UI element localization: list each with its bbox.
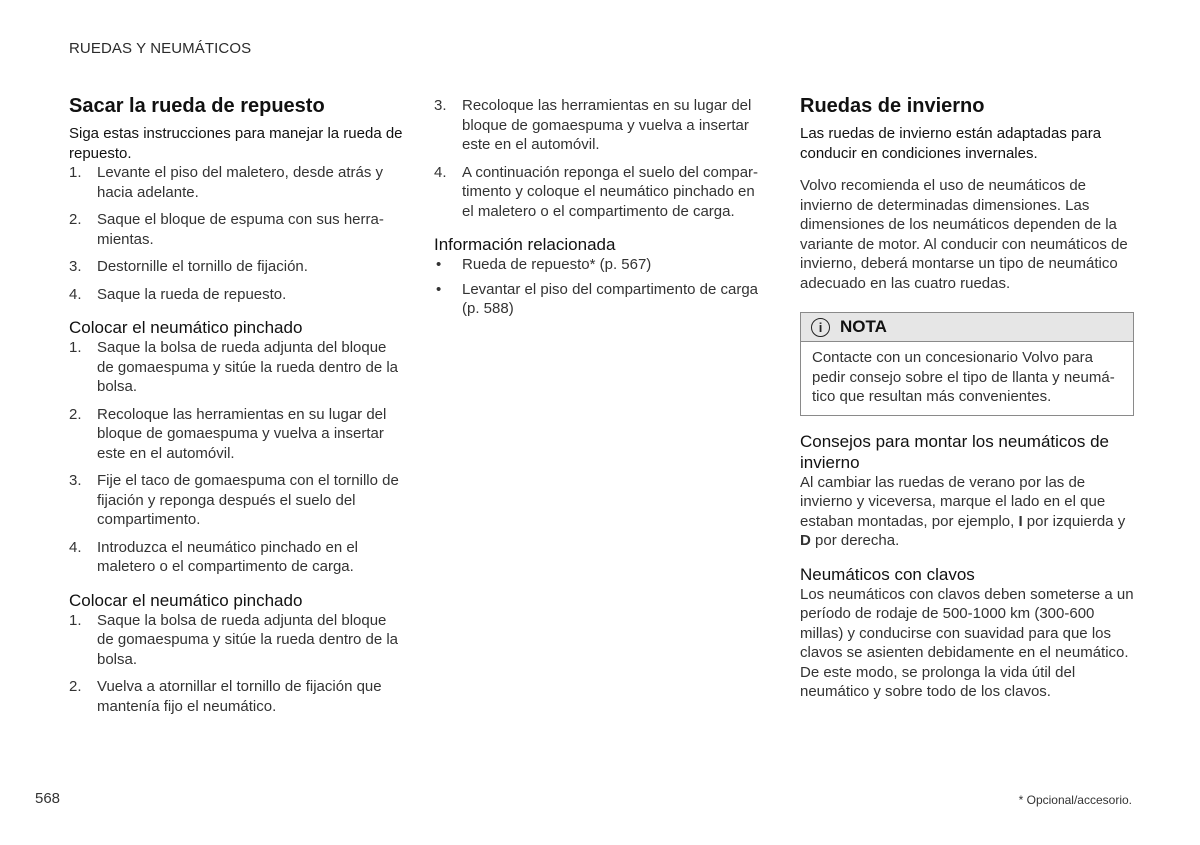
note-text: Contacte con un concesionario Volvo para pedir consejo sobre el tipo de llanta y neumático que resultan más convenientes. <box>812 349 1115 405</box>
section-title-spare-wheel: Sacar la rueda de repuesto <box>69 95 325 117</box>
list-item: 3. Destornille el tornillo de fijación. <box>69 258 308 275</box>
list-item: 1. Saque la bolsa de rueda adjunta del bloque de gomaespuma y sitúe la rueda dentro de la bolsa. <box>69 611 399 668</box>
section-title-winter-wheels: Ruedas de invierno <box>800 95 985 117</box>
tips-paragraph: Al cambiar las ruedas de verano por las de invierno y viceversa, marque el lado en el que estaban montadas, por ejemplo, I por izquierda y D por derecha. <box>800 473 1126 549</box>
section-intro: Siga estas instrucciones para manejar la rueda de repuesto. <box>69 125 403 162</box>
note-title: NOTA <box>840 317 887 336</box>
section-intro: Las ruedas de invierno están adaptadas para conducir en condiciones invernales. <box>800 125 1102 162</box>
info-icon: i <box>811 318 830 337</box>
list-item: 1. Levante el piso del maletero, desde atrás y hacia adelante. <box>69 164 384 201</box>
list-item: 1. Saque la bolsa de rueda adjunta del bloque de gomaespuma y sitúe la rueda dentro de la bolsa. <box>69 339 399 395</box>
steps-list-place-flat <box>69 338 405 577</box>
subsection-title-place-flat: Colocar el neumático pinchado <box>69 318 303 337</box>
subsection-title-place-flat-2: Colocar el neumático pinchado <box>69 590 303 610</box>
running-header: RUEDAS Y NEUMÁTICOS <box>69 40 252 57</box>
related-link[interactable]: • Levantar el piso del compartimento de carga (p. 588) <box>436 280 759 317</box>
list-item: 2. Recoloque las herramientas en su lugar del bloque de gomaespuma y vuelva a insertar este en el automóvil. <box>69 405 387 462</box>
footnote: * Opcional/accesorio. <box>1018 793 1132 807</box>
list-item: 2. Vuelva a atornillar el tornillo de fijación que mantenía fijo el neumático. <box>69 678 382 715</box>
related-link[interactable]: • Rueda de repuesto* (p. 567) <box>436 256 652 273</box>
steps-list-remove-spare <box>69 163 405 304</box>
page-number: 568 <box>35 790 61 807</box>
steps-list-place-flat-2 <box>69 611 405 717</box>
subsection-title-winter-tips: Consejos para montar los neumáticos de invierno <box>800 431 1109 472</box>
column-right <box>800 94 1134 702</box>
studs-paragraph: Los neumáticos con clavos deben someterse a un período de rodaje de 500-1000 km (300-600 millas) y conducirse con suavidad para que los clavos se asienten debidamente en el neumático. De este modo, se prolonga la vida útil del neumático y sobre todo de los clavos. <box>800 585 1134 700</box>
list-item: 2. Saque el bloque de espuma con sus herramientas. <box>69 211 384 248</box>
list-item: 4. Introduzca el neumático pinchado en el maletero o el compartimento de carga. <box>69 538 359 575</box>
list-item: 3. Recoloque las herramientas en su lugar del bloque de gomaespuma y vuelva a insertar este en el automóvil. <box>434 97 752 153</box>
note-header <box>801 313 1133 342</box>
steps-list-continued <box>434 96 770 221</box>
left-marker: I <box>1018 512 1023 530</box>
column-left <box>69 94 405 724</box>
right-marker: D <box>800 532 811 549</box>
list-item: 4. Saque la rueda de repuesto. <box>69 285 287 303</box>
related-info-title: Información relacionada <box>434 235 616 254</box>
body-paragraph: Volvo recomienda el uso de neumáticos de invierno de determinadas dimensiones. Las dimensiones de los neumáticos dependen de la variante de motor. Al conducir con neumáticos de invierno, deberá montarse un tipo de neumático adecuado en las cuatro ruedas. <box>800 177 1128 292</box>
list-item: 4. A continuación reponga el suelo del compartimento y coloque el neumático pinchado en el maletero o el compartimento de carga. <box>434 163 759 220</box>
subsection-title-studded-tyres: Neumáticos con clavos <box>800 564 975 584</box>
list-item: 3. Fije el taco de gomaespuma con el tornillo de fijación y reponga después el suelo del compartimento. <box>69 472 399 528</box>
related-links-list <box>434 255 770 319</box>
note-box <box>800 312 1134 416</box>
column-middle <box>434 94 770 324</box>
